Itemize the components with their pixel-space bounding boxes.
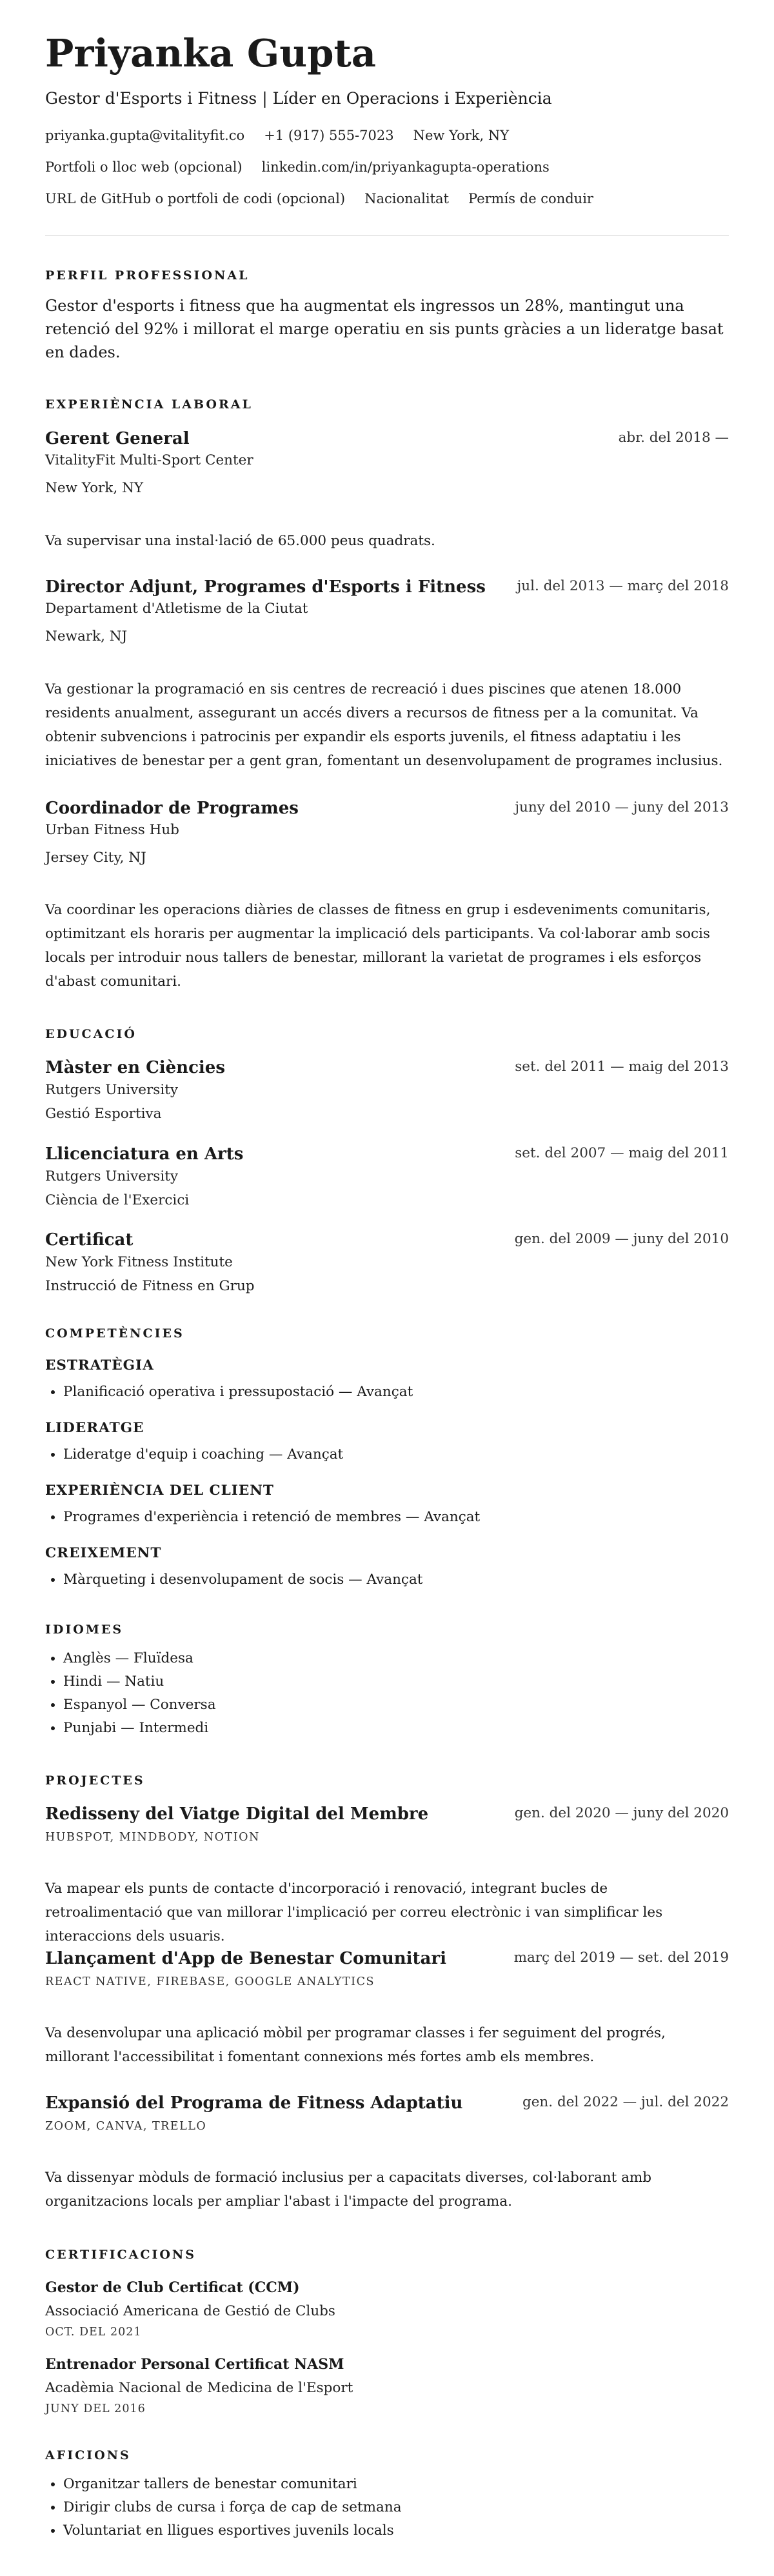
language-item: • Hindi — Natiu bbox=[63, 1670, 216, 1693]
education-school: Rutgers University bbox=[45, 1082, 178, 1098]
contact-row-3 bbox=[45, 190, 593, 208]
education-field: Gestió Esportiva bbox=[45, 1106, 162, 1122]
project-name: Expansió del Programa de Fitness Adaptatiu bbox=[45, 2093, 463, 2113]
hobbies-section-title: AFICIONS bbox=[45, 2448, 131, 2462]
education-section-title: EDUCACIÓ bbox=[45, 1027, 137, 1041]
skills-section-title: COMPETÈNCIES bbox=[45, 1326, 184, 1341]
location-text: New York, NY bbox=[413, 128, 510, 143]
experience-dates: abr. del 2018 — bbox=[618, 430, 729, 446]
skill-item: • Lideratge d'equip i coaching — Avançat bbox=[63, 1443, 343, 1466]
experience-company: Departament d'Atletisme de la Ciutat bbox=[45, 601, 308, 617]
languages-section-title: IDIOMES bbox=[45, 1622, 124, 1637]
education-school: New York Fitness Institute bbox=[45, 1254, 233, 1270]
education-degree: Certificat bbox=[45, 1230, 134, 1250]
project-tech: REACT NATIVE, FIREBASE, GOOGLE ANALYTICS bbox=[45, 1975, 375, 1988]
experience-company: Urban Fitness Hub bbox=[45, 822, 179, 838]
project-dates: març del 2019 — set. del 2019 bbox=[513, 1950, 729, 1966]
license-text: Permís de conduir bbox=[468, 191, 593, 206]
experience-location: Jersey City, NJ bbox=[45, 850, 146, 866]
skill-list bbox=[45, 1443, 343, 1466]
hobby-item: • Voluntariat en lligues esportives juvenils locals bbox=[63, 2519, 402, 2542]
language-item: • Espanyol — Conversa bbox=[63, 1693, 216, 1717]
skill-group-name: ESTRATÈGIA bbox=[45, 1357, 154, 1373]
project-dates: gen. del 2022 — jul. del 2022 bbox=[522, 2094, 729, 2110]
skill-item: • Màrqueting i desenvolupament de socis — Avançat bbox=[63, 1568, 422, 1592]
project-description: Va mapear els punts de contacte d'incorporació i renovació, integrant bucles de retroalimentació que van millorar l'implicació per correu electrònic i van simplificar les interaccions dels usuaris. bbox=[45, 1881, 663, 1944]
project-name: Llançament d'App de Benestar Comunitari bbox=[45, 1949, 446, 1968]
experience-role: Director Adjunt, Programes d'Esports i Fitness bbox=[45, 577, 486, 597]
skill-group-name: CREIXEMENT bbox=[45, 1545, 162, 1561]
linkedin-link[interactable]: linkedin.com/in/priyankagupta-operations bbox=[261, 159, 550, 175]
contact-row-2 bbox=[45, 159, 550, 176]
hobby-list bbox=[45, 2473, 402, 2542]
education-field: Ciència de l'Exercici bbox=[45, 1192, 190, 1208]
certifications-section-title: CERTIFICACIONS bbox=[45, 2248, 196, 2262]
experience-company: VitalityFit Multi-Sport Center bbox=[45, 452, 253, 468]
skill-list bbox=[45, 1506, 480, 1529]
project-description: Va desenvolupar una aplicació mòbil per programar classes i fer seguiment del progrés, millorant l'accessibilitat i fomentant connexions més fortes amb els membres. bbox=[45, 2025, 666, 2065]
candidate-name: Priyanka Gupta bbox=[45, 31, 376, 75]
skill-group-name: EXPERIÈNCIA DEL CLIENT bbox=[45, 1483, 274, 1499]
experience-location: Newark, NJ bbox=[45, 628, 128, 644]
experience-description: Va coordinar les operacions diàries de classes de fitness en grup i esdeveniments comunitaris, optimitzant els horaris per augmentar la implicació dels participants. Va col·laborar amb socis locals per introduir nous tallers de benestar, millorant la varietat de programes i els esforços d'abast comunitari. bbox=[45, 902, 711, 990]
education-field: Instrucció de Fitness en Grup bbox=[45, 1278, 255, 1294]
summary-text: Gestor d'esports i fitness que ha augmentat els ingressos un 28%, mantingut una retenció del 92% i millorat el marge operatiu en sis punts gràcies a un lideratge basat en dades. bbox=[45, 297, 724, 361]
projects-section-title: PROJECTES bbox=[45, 1773, 145, 1788]
experience-role: Gerent General bbox=[45, 429, 190, 448]
language-item: • Anglès — Fluïdesa bbox=[63, 1647, 216, 1670]
project-description: Va dissenyar mòduls de formació inclusius per a capacitats diverses, col·laborant amb organitzacions locals per ampliar l'abast i l'impacte del programa. bbox=[45, 2170, 652, 2210]
education-dates: set. del 2007 — maig del 2011 bbox=[515, 1145, 729, 1161]
nationality-text: Nacionalitat bbox=[364, 191, 450, 206]
experience-description: Va supervisar una instal·lació de 65.000 peus quadrats. bbox=[45, 533, 435, 549]
education-dates: gen. del 2009 — juny del 2010 bbox=[514, 1231, 729, 1247]
hobby-item: • Dirigir clubs de cursa i força de cap de setmana bbox=[63, 2496, 402, 2519]
project-tech: HUBSPOT, MINDBODY, NOTION bbox=[45, 1831, 260, 1844]
project-dates: gen. del 2020 — juny del 2020 bbox=[514, 1805, 729, 1821]
certification-date: OCT. DEL 2021 bbox=[45, 2326, 142, 2339]
education-school: Rutgers University bbox=[45, 1168, 178, 1184]
certification-name: Entrenador Personal Certificat NASM bbox=[45, 2356, 344, 2373]
skill-list bbox=[45, 1381, 413, 1404]
education-dates: set. del 2011 — maig del 2013 bbox=[515, 1059, 729, 1075]
experience-dates: juny del 2010 — juny del 2013 bbox=[515, 799, 729, 815]
phone-text: +1 (917) 555-7023 bbox=[264, 128, 394, 143]
language-list bbox=[45, 1647, 216, 1740]
github-link[interactable]: URL de GitHub o portfoli de codi (opcional) bbox=[45, 191, 346, 206]
skill-item: • Planificació operativa i pressupostació — Avançat bbox=[63, 1381, 413, 1404]
experience-section-title: EXPERIÈNCIA LABORAL bbox=[45, 397, 253, 412]
certification-date: JUNY DEL 2016 bbox=[45, 2402, 146, 2415]
education-degree: Llicenciatura en Arts bbox=[45, 1144, 244, 1164]
skill-item: • Programes d'experiència i retenció de membres — Avançat bbox=[63, 1506, 480, 1529]
experience-dates: jul. del 2013 — març del 2018 bbox=[517, 578, 729, 594]
certification-issuer: Associació Americana de Gestió de Clubs bbox=[45, 2303, 335, 2319]
language-item: • Punjabi — Intermedi bbox=[63, 1717, 216, 1740]
education-degree: Màster en Ciències bbox=[45, 1058, 225, 1077]
portfolio-link[interactable]: Portfoli o lloc web (opcional) bbox=[45, 159, 243, 175]
certification-issuer: Acadèmia Nacional de Medicina de l'Esport bbox=[45, 2380, 353, 2396]
experience-location: New York, NY bbox=[45, 480, 144, 496]
project-name: Redisseny del Viatge Digital del Membre bbox=[45, 1804, 429, 1824]
email-link[interactable]: priyanka.gupta@vitalityfit.co bbox=[45, 128, 245, 143]
experience-description: Va gestionar la programació en sis centres de recreació i dues piscines que atenen 18.000 residents anualment, assegurant un accés divers a recursos de fitness per a la comunitat. Va obtenir subvencions i patrocinis per expandir els esports juvenils, el fitness adaptatiu i les iniciatives de benestar per a gent gran, fomentant un desenvolupament de programes inclusius. bbox=[45, 681, 723, 769]
contact-row-1 bbox=[45, 127, 509, 145]
skill-group-name: LIDERATGE bbox=[45, 1420, 144, 1436]
experience-role: Coordinador de Programes bbox=[45, 799, 299, 818]
summary-section-title: PERFIL PROFESSIONAL bbox=[45, 268, 250, 283]
headline: Gestor d'Esports i Fitness | Líder en Operacions i Experiència bbox=[45, 89, 552, 108]
project-tech: ZOOM, CANVA, TRELLO bbox=[45, 2120, 207, 2133]
certification-name: Gestor de Club Certificat (CCM) bbox=[45, 2279, 300, 2296]
skill-list bbox=[45, 1568, 422, 1592]
hobby-item: • Organitzar tallers de benestar comunitari bbox=[63, 2473, 402, 2496]
